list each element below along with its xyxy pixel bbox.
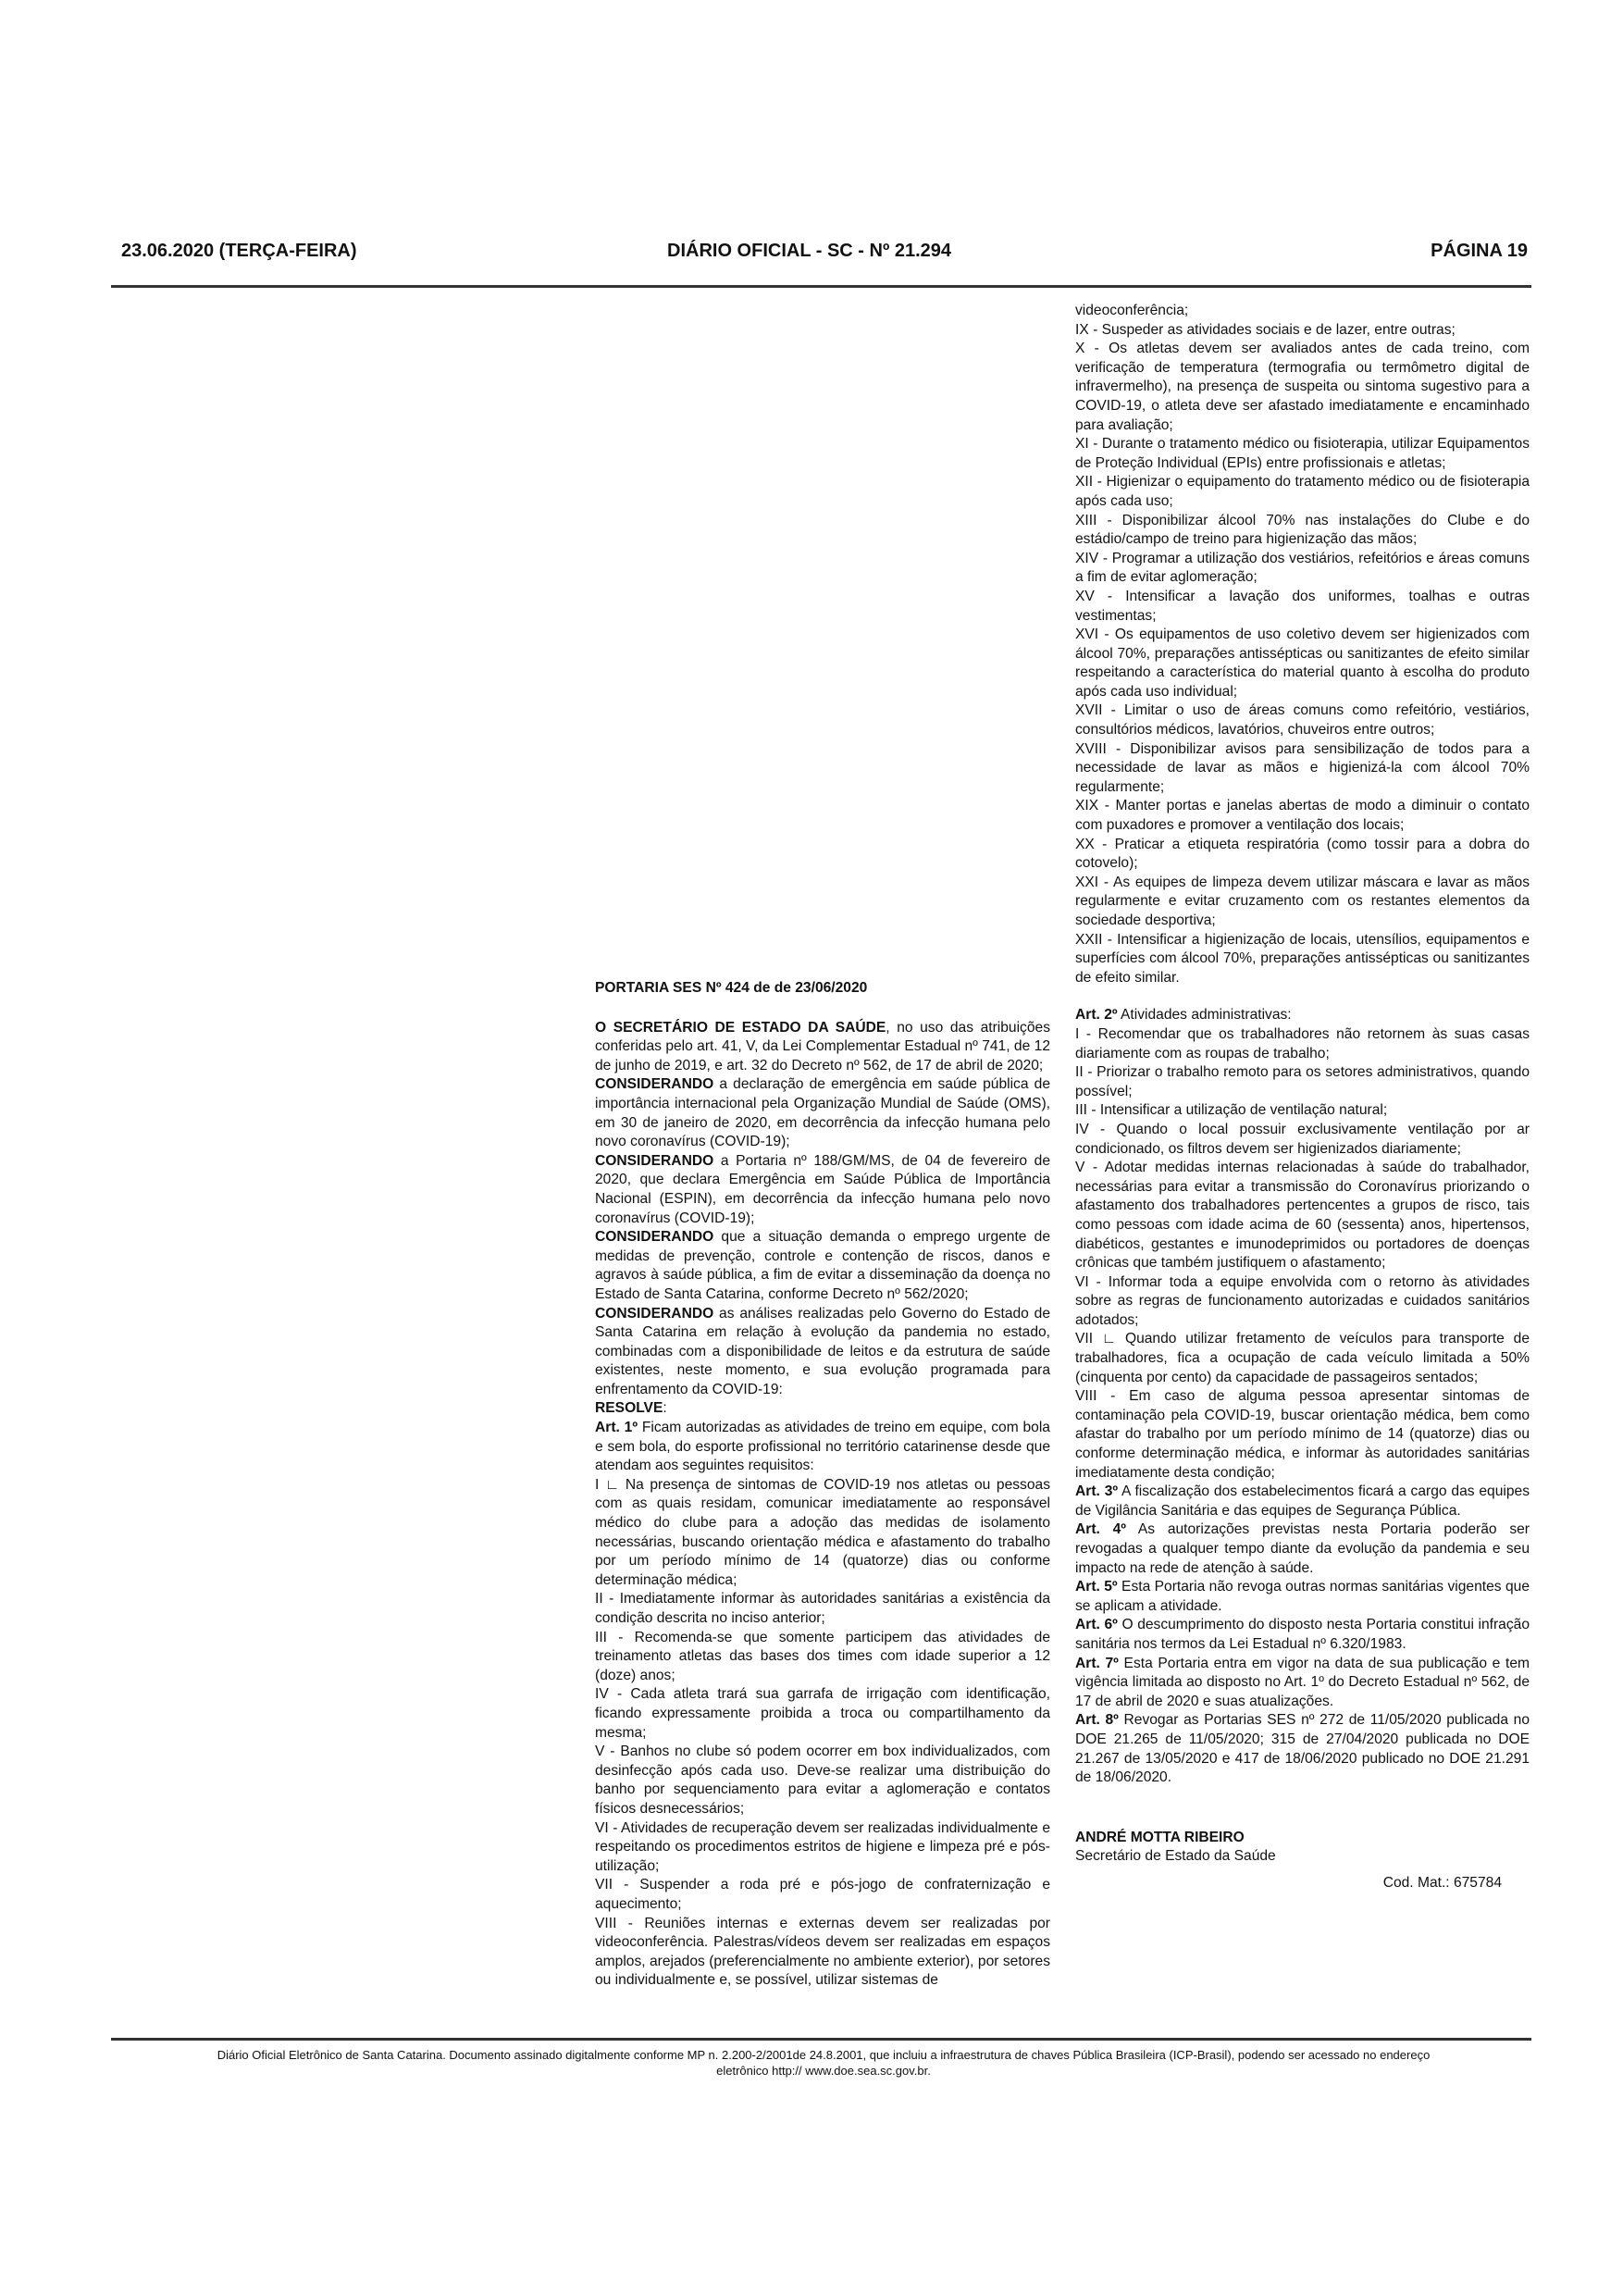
considerando-3: CONSIDERANDO que a situação demanda o emprego urgente de medidas de prevenção, controle e contenção de riscos, danos e agravos à saúde pública, a fim de evitar a disseminação da doença no Estado de Santa Catarina, conforme Decreto nº 562/2020;	[595, 1229, 1050, 1302]
list-item: X - Os atletas devem ser avaliados antes de cada treino, com verificação de temperatura (termografia ou termômetro digital de infravermelho), na presença de suspeita ou sintoma sugestivo para a COVID-19, o atleta deve ser afastado imediatamente e encaminhado para avaliação;	[1075, 341, 1530, 433]
header-rule	[111, 285, 1531, 288]
footer-line-2: eletrônico http:// www.doe.sea.sc.gov.br.	[716, 2064, 931, 2078]
list-item: XX - Praticar a etiqueta respiratória (como tossir para a dobra do cotovelo);	[1075, 836, 1530, 872]
list-item: VI - Atividades de recuperação devem ser realizadas individualmente e respeitando os procedimentos estritos de higiene e limpeza pré e pós-utilização;	[595, 1819, 1050, 1874]
list-item: XI - Durante o tratamento médico ou fisioterapia, utilizar Equipamentos de Proteção Individual (EPIs) entre profissionais e atletas;	[1075, 436, 1530, 471]
list-item: XVII - Limitar o uso de áreas comuns como refeitório, vestiários, consultórios médicos, lavatórios, chuveiros entre outros;	[1075, 702, 1530, 738]
list-item: XIV - Programar a utilização dos vestiários, refeitórios e áreas comuns a fim de evitar aglomeração;	[1075, 550, 1530, 586]
resolve: RESOLVE:	[595, 1400, 667, 1417]
right-column	[1075, 302, 1530, 1893]
list-item: videoconferência;	[1075, 303, 1189, 318]
list-item: XXII - Intensificar a higienização de locais, utensílios, equipamentos e superfícies com álcool 70%, preparações antissépticas ou sanitizantes de efeito similar.	[1075, 931, 1530, 986]
list-item: II - Priorizar o trabalho remoto para os setores administrativos, quando possível;	[1075, 1064, 1530, 1099]
list-item: XIII - Disponibilizar álcool 70% nas instalações do Clube e do estádio/campo de treino para higienização das mãos;	[1075, 512, 1530, 548]
list-item: XIX - Manter portas e janelas abertas de modo a diminuir o contato com puxadores e promover a ventilação dos locais;	[1075, 798, 1530, 834]
list-item: V - Adotar medidas internas relacionadas à saúde do trabalhador, necessárias para evitar a transmissão do Coronavírus priorizando o afastamento dos trabalhadores pertencentes a grupos de risco, tais como pessoas com idade acima de 60 (sessenta) anos, hipertensos, diabéticos, gestantes e imunodeprimidos ou portadores de doenças crônicas que também justifiquem o afastamento;	[1075, 1160, 1530, 1272]
list-item: V - Banhos no clube só podem ocorrer em box individualizados, com desinfecção após cada uso. Deve-se realizar uma distribuição do banho por sequenciamento para evitar a aglomeração e contatos físicos desnecessários;	[595, 1744, 1050, 1817]
article-3: Art. 3º A fiscalização dos estabelecimentos ficará a cargo das equipes de Vigilância Sanitária e das equipes de Segurança Pública.	[1075, 1483, 1530, 1519]
considerando-2: CONSIDERANDO a Portaria nº 188/GM/MS, de 04 de fevereiro de 2020, que declara Emergência em Saúde Pública de Importância Nacional (ESPIN), em decorrência da infecção humana pelo novo coronavírus (COVID-19);	[595, 1152, 1050, 1226]
article-6: Art. 6º O descumprimento do disposto nesta Portaria constitui infração sanitária nos termos da Lei Estadual nº 6.320/1983.	[1075, 1617, 1530, 1652]
intro-paragraph: O SECRETÁRIO DE ESTADO DA SAÚDE, no uso das atribuições conferidas pelo art. 41, V, da Lei Complementar Estadual nº 741, de 12 de junho de 2019, e art. 32 do Decreto nº 562, de 17 de abril de 2020;	[595, 1019, 1050, 1074]
list-item: II - Imediatamente informar às autoridades sanitárias a existência da condição descrita no inciso anterior;	[595, 1591, 1050, 1626]
portaria-title: PORTARIA SES Nº 424 de de 23/06/2020	[595, 980, 868, 996]
list-item: XXI - As equipes de limpeza devem utilizar máscara e lavar as mãos regularmente e evitar cruzamento com os restantes elementos da sociedade desportiva;	[1075, 874, 1530, 928]
page-header	[121, 241, 1528, 268]
list-item: IV - Quando o local possuir exclusivamente ventilação por ar condicionado, os filtros devem ser higienizados diariamente;	[1075, 1121, 1530, 1157]
footer-rule	[111, 2038, 1531, 2041]
article-8: Art. 8º Revogar as Portarias SES nº 272 de 11/05/2020 publicada no DOE 21.265 de 11/05/2020; 315 de 27/04/2020 publicada no DOE 21.267 de 13/05/2020 e 417 de 18/06/2020 publicado no DOE 21.291 de 18/06/2020.	[1075, 1712, 1530, 1786]
signer-name: ANDRÉ MOTTA RIBEIRO	[1075, 1829, 1245, 1845]
article-1: Art. 1º Ficam autorizadas as atividades de treino em equipe, com bola e sem bola, do esporte profissional no território catarinense desde que atendam aos seguintes requisitos:	[595, 1420, 1050, 1474]
article-4: Art. 4º As autorizações previstas nesta Portaria poderão ser revogadas a qualquer tempo diante da evolução da pandemia e seu impacto na rede de atenção à saúde.	[1075, 1521, 1530, 1576]
list-item: XV - Intensificar a lavação dos uniformes, toalhas e outras vestimentas;	[1075, 588, 1530, 624]
list-item: VII ∟ Quando utilizar fretamento de veículos para transporte de trabalhadores, fica a ocupação de cada veículo limitada a 50% (cinquenta por cento) da capacidade de passageiros sentados;	[1075, 1331, 1530, 1385]
list-item: IV - Cada atleta trará sua garrafa de irrigação com identificação, ficando expressamente proibida a troca ou compartilhamento da mesma;	[595, 1686, 1050, 1741]
list-item: I ∟ Na presença de sintomas de COVID-19 nos atletas ou pessoas com as quais residam, comunicar imediatamente ao responsável médico do clube para a adoção das medidas de isolamento necessárias, buscando orientação médica e afastamento do trabalho por um período mínimo de 14 (quatorze) dias ou conforme determinação médica;	[595, 1476, 1050, 1588]
considerando-1: CONSIDERANDO a declaração de emergência em saúde pública de importância internacional pela Organização Mundial de Saúde (OMS), em 30 de janeiro de 2020, em decorrência da infecção humana pelo novo coronavírus (COVID-19);	[595, 1076, 1050, 1150]
header-title: DIÁRIO OFICIAL - SC - Nº 21.294	[667, 241, 951, 261]
intro-bold: O SECRETÁRIO DE ESTADO DA SAÚDE	[595, 1019, 886, 1036]
page-footer	[120, 2047, 1527, 2079]
list-item: VI - Informar toda a equipe envolvida com o retorno às atividades sobre as regras de funcionamento autorizadas e cuidados sanitários adotados;	[1075, 1273, 1530, 1328]
list-item: VIII - Em caso de alguma pessoa apresentar sintomas de contaminação pela COVID-19, buscar orientação médica, bem como afastar do trabalho por um período mínimo de 14 (quatorze) dias ou conforme determinação médica, e informar às autoridades sanitárias imediatamente desta condição;	[1075, 1388, 1530, 1481]
list-item: XII - Higienizar o equipamento do tratamento médico ou de fisioterapia após cada uso;	[1075, 474, 1530, 509]
spacer	[1075, 987, 1530, 1006]
article-2: Art. 2º Atividades administrativas:	[1075, 1007, 1292, 1024]
header-date: 23.06.2020 (TERÇA-FEIRA)	[121, 241, 357, 261]
footer-line-1: Diário Oficial Eletrônico de Santa Catarina. Documento assinado digitalmente conforme MP n. 2.200-2/2001de 24.8.2001, que incluiu a infraestrutura de chaves Pública Brasileira (ICP-Brasil), podendo ser acessado no endereço	[217, 2048, 1431, 2062]
considerando-4: CONSIDERANDO as análises realizadas pelo Governo do Estado de Santa Catarina em relação à evolução da pandemia no estado, combinadas com a disponibilidade de leitos e da estrutura de saúde existentes, neste momento, e sua evolução programada para enfrentamento da COVID-19:	[595, 1305, 1050, 1397]
list-item: III - Recomenda-se que somente participem das atividades de treinamento atletas das bases dos times com idade superior a 12 (doze) anos;	[595, 1629, 1050, 1683]
list-item: I - Recomendar que os trabalhadores não retornem às suas casas diariamente com as roupas de trabalho;	[1075, 1025, 1530, 1061]
header-page-number: PÁGINA 19	[1431, 241, 1528, 261]
list-item: III - Intensificar a utilização de ventilação natural;	[1075, 1102, 1388, 1119]
list-item: VII - Suspender a roda pré e pós-jogo de confraternização e aquecimento;	[595, 1877, 1050, 1912]
list-item: XVI - Os equipamentos de uso coletivo devem ser higienizados com álcool 70%, preparações antissépticas ou sanitizantes de efeito similar respeitando a característica do material quanto à escolha do produto após cada uso individual;	[1075, 627, 1530, 700]
list-item: VIII - Reuniões internas e externas devem ser realizadas por videoconferência. Palestras/vídeos devem ser realizadas em espaços amplos, arejados (preferencialmente no ambiente exterior), por setores ou individualmente e, se possível, utilizar sistemas de	[595, 1915, 1050, 1989]
cod-mat: Cod. Mat.: 675784	[1382, 1874, 1502, 1891]
signer-role: Secretário de Estado da Saúde	[1075, 1848, 1276, 1865]
list-item: IX - Suspeder as atividades sociais e de lazer, entre outras;	[1075, 321, 1456, 338]
article-7: Art. 7º Esta Portaria entra em vigor na data de sua publicação e tem vigência limitada ao disposto no Art. 1º do Decreto Estadual nº 562, de 17 de abril de 2020 e suas atualizações.	[1075, 1655, 1530, 1709]
spacer	[1075, 1788, 1530, 1829]
list-item: XVIII - Disponibilizar avisos para sensibilização de todos para a necessidade de lavar as mãos e higienizá-la com álcool 70% regularmente;	[1075, 740, 1530, 795]
left-column	[595, 979, 1050, 1991]
article-5: Art. 5º Esta Portaria não revoga outras normas sanitárias vigentes que se aplicam a atividade.	[1075, 1579, 1530, 1614]
